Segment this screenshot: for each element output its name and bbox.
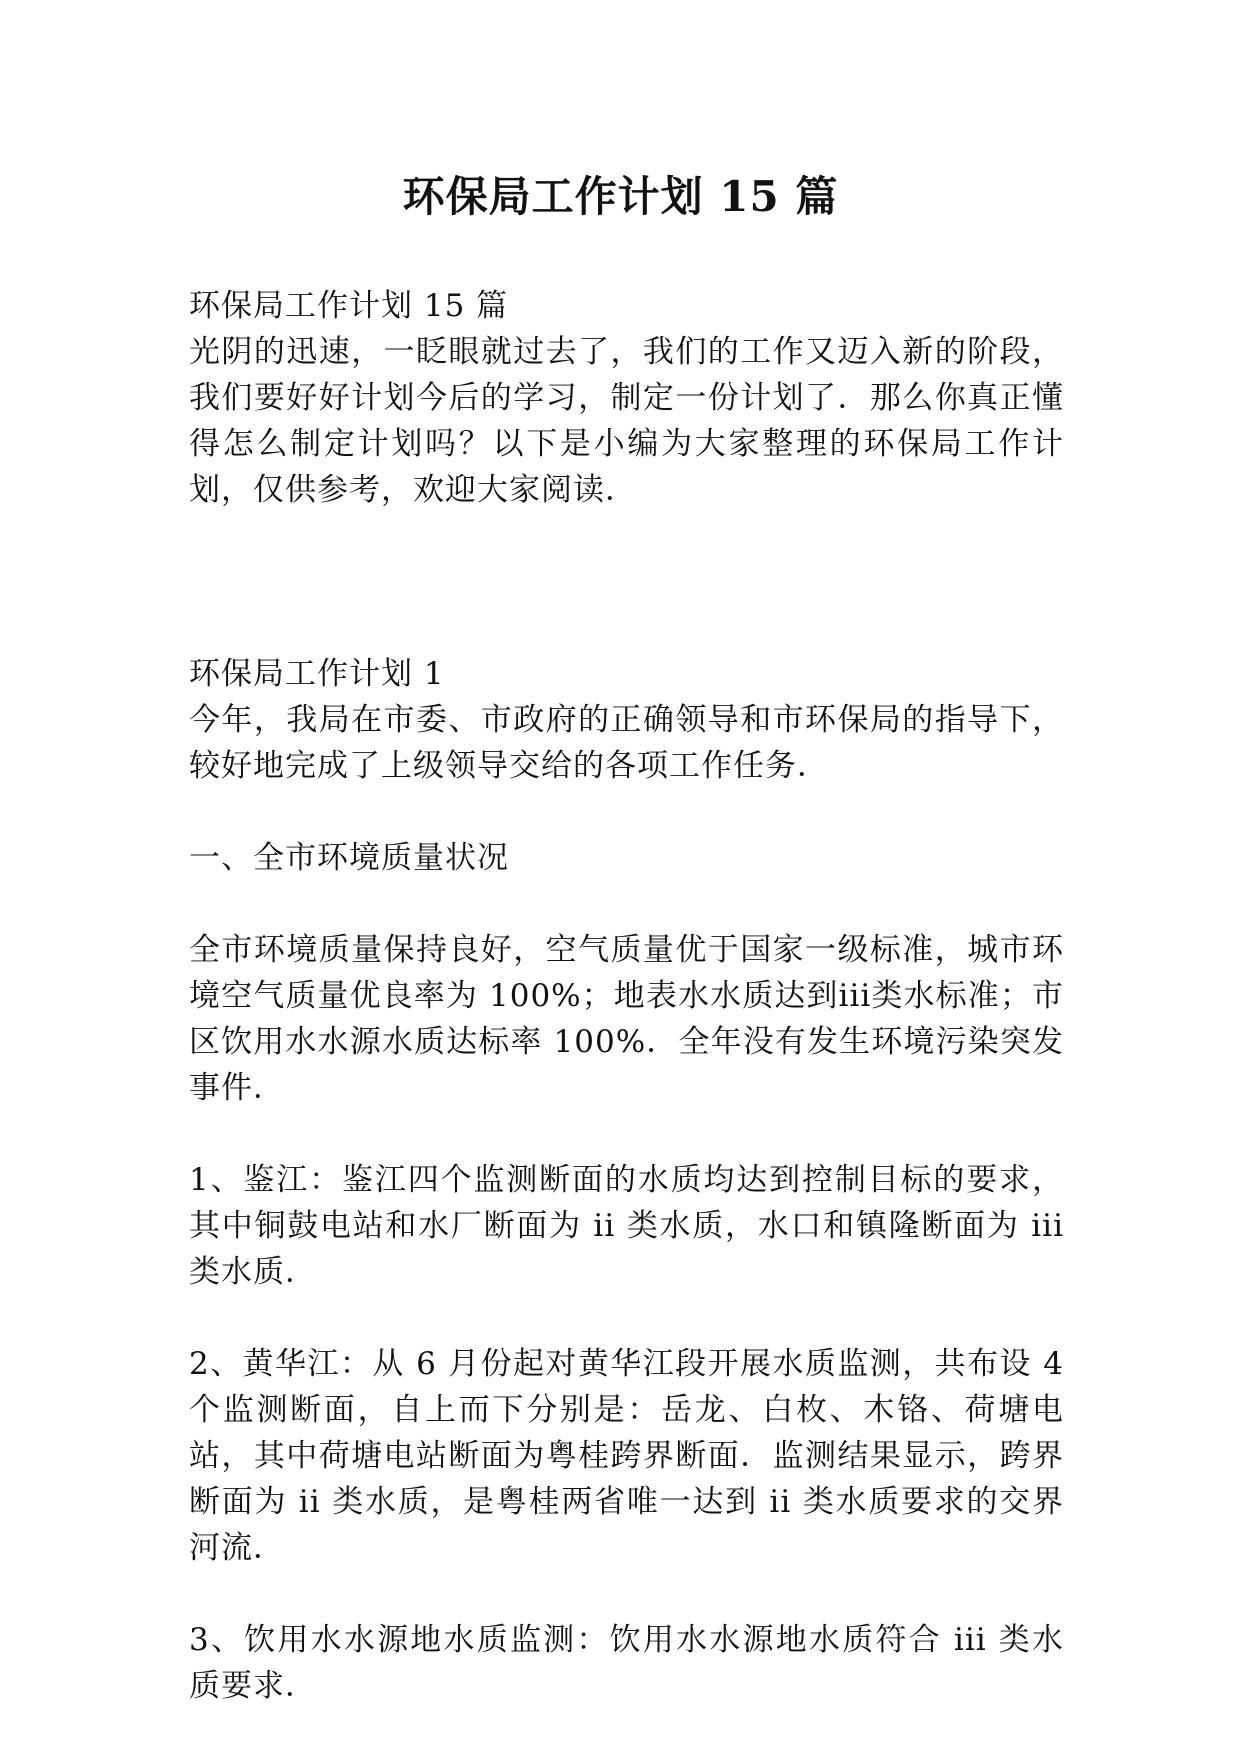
spacer bbox=[189, 513, 1064, 651]
document-body bbox=[189, 283, 1064, 1709]
spacer bbox=[189, 881, 1064, 927]
section-heading: 环保局工作计划 1 bbox=[189, 656, 445, 692]
list-item-drinking-water: 3、饮用水水源地水质监测：饮用水水源地水质符合 iii 类水质要求． bbox=[189, 1622, 1064, 1704]
spacer bbox=[189, 1111, 1064, 1157]
list-item-jianjiang: 1、鉴江：鉴江四个监测断面的水质均达到控制目标的要求，其中铜鼓电站和水厂断面为 ii 类水质，水口和镇隆断面为 iii 类水质． bbox=[189, 1162, 1064, 1290]
list-item-huanghuajiang: 2、黄华江：从 6 月份起对黄华江段开展水质监测，共布设 4 个监测断面，自上而下分别是：岳龙、白枚、木铬、荷塘电站，其中荷塘电站断面为粤桂跨界断面．监测结果显示，跨界断面为 ii 类水质，是粤桂两省唯一达到 ii 类水质要求的交界河流． bbox=[189, 1346, 1064, 1566]
subheading-environment-quality: 一、全市环境质量状况 bbox=[189, 840, 509, 876]
intro-heading: 环保局工作计划 15 篇 bbox=[189, 288, 509, 324]
intro-paragraph: 光阴的迅速，一眨眼就过去了，我们的工作又迈入新的阶段，我们要好好计划今后的学习，制定一份计划了．那么你真正懂得怎么制定计划吗？以下是小编为大家整理的环保局工作计划，仅供参考，欢迎大家阅读． bbox=[189, 334, 1064, 508]
document-title: 环保局工作计划 15 篇 bbox=[402, 172, 839, 221]
section-intro-paragraph: 今年，我局在市委、市政府的正确领导和市环保局的指导下，较好地完成了上级领导交给的各项工作任务． bbox=[189, 702, 1064, 784]
spacer bbox=[189, 1295, 1064, 1341]
spacer bbox=[189, 789, 1064, 835]
environment-summary-paragraph: 全市环境质量保持良好，空气质量优于国家一级标准，城市环境空气质量优良率为 100%；地表水水质达到iii类水标准；市区饮用水水源水质达标率 100%．全年没有发生环境污染突发事件． bbox=[189, 932, 1064, 1106]
spacer bbox=[189, 1571, 1064, 1617]
